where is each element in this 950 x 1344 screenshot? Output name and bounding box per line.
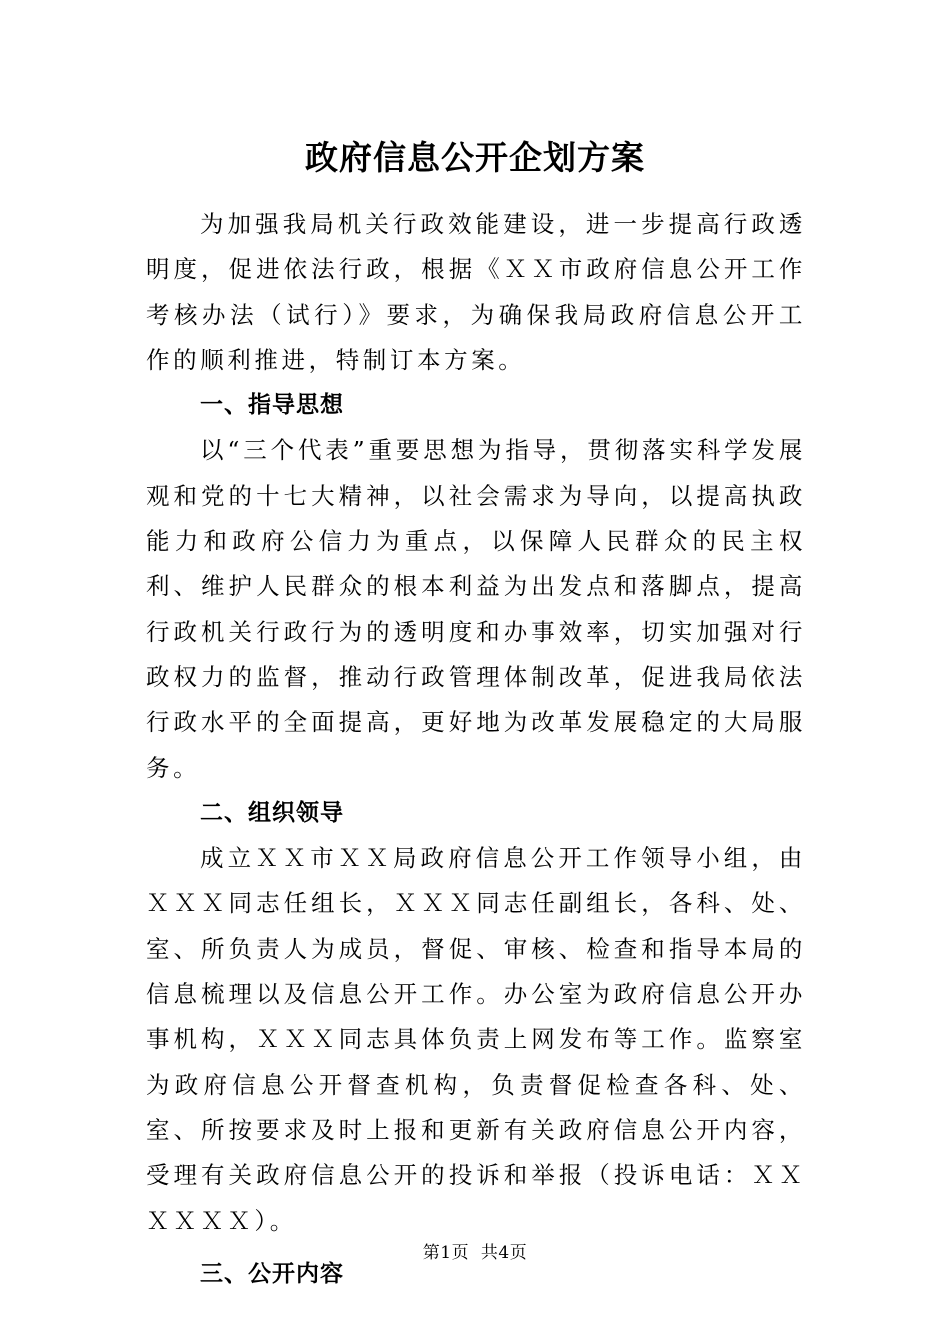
section-heading-organization: 二、组织领导 bbox=[200, 799, 344, 826]
page-footer bbox=[0, 1241, 950, 1265]
section-heading-disclosure-content: 三、公开内容 bbox=[200, 1260, 344, 1287]
section-heading-guiding-ideology: 一、指导思想 bbox=[200, 392, 344, 419]
document-body bbox=[146, 202, 806, 1297]
page-total: 共4页 bbox=[480, 1243, 528, 1263]
intro-paragraph: 为加强我局机关行政效能建设，进一步提高行政透明度，促进依法行政，根据《ＸＸ市政府信息公开工作考核办法（试行）》要求，为确保我局政府信息公开工作的顺利推进，特制订本方案。 bbox=[146, 210, 806, 374]
page-number: 第1页 bbox=[422, 1243, 470, 1263]
section-paragraph-organization: 成立ＸＸ市ＸＸ局政府信息公开工作领导小组，由ＸＸＸ同志任组长，ＸＸＸ同志任副组长，各科、处、室、所负责人为成员，督促、审核、检查和指导本局的信息梳理以及信息公开工作。办公室为政府信息公开办事机构，ＸＸＸ同志具体负责上网发布等工作。监察室为政府信息公开督查机构，负责督促检查各科、处、室、所按要求及时上报和更新有关政府信息公开内容，受理有关政府信息公开的投诉和举报（投诉电话：ＸＸＸＸＸＸ）。 bbox=[146, 844, 806, 1235]
document-title: 政府信息公开企划方案 bbox=[305, 138, 645, 177]
section-paragraph-guiding-ideology: 以“三个代表”重要思想为指导，贯彻落实科学发展观和党的十七大精神，以社会需求为导向，以提高执政能力和政府公信力为重点，以保障人民群众的民主权利、维护人民群众的根本利益为出发点和落脚点，提高行政机关行政行为的透明度和办事效率，切实加强对行政权力的监督，推动行政管理体制改革，促进我局依法行政水平的全面提高，更好地为改革发展稳定的大局服务。 bbox=[146, 436, 806, 782]
